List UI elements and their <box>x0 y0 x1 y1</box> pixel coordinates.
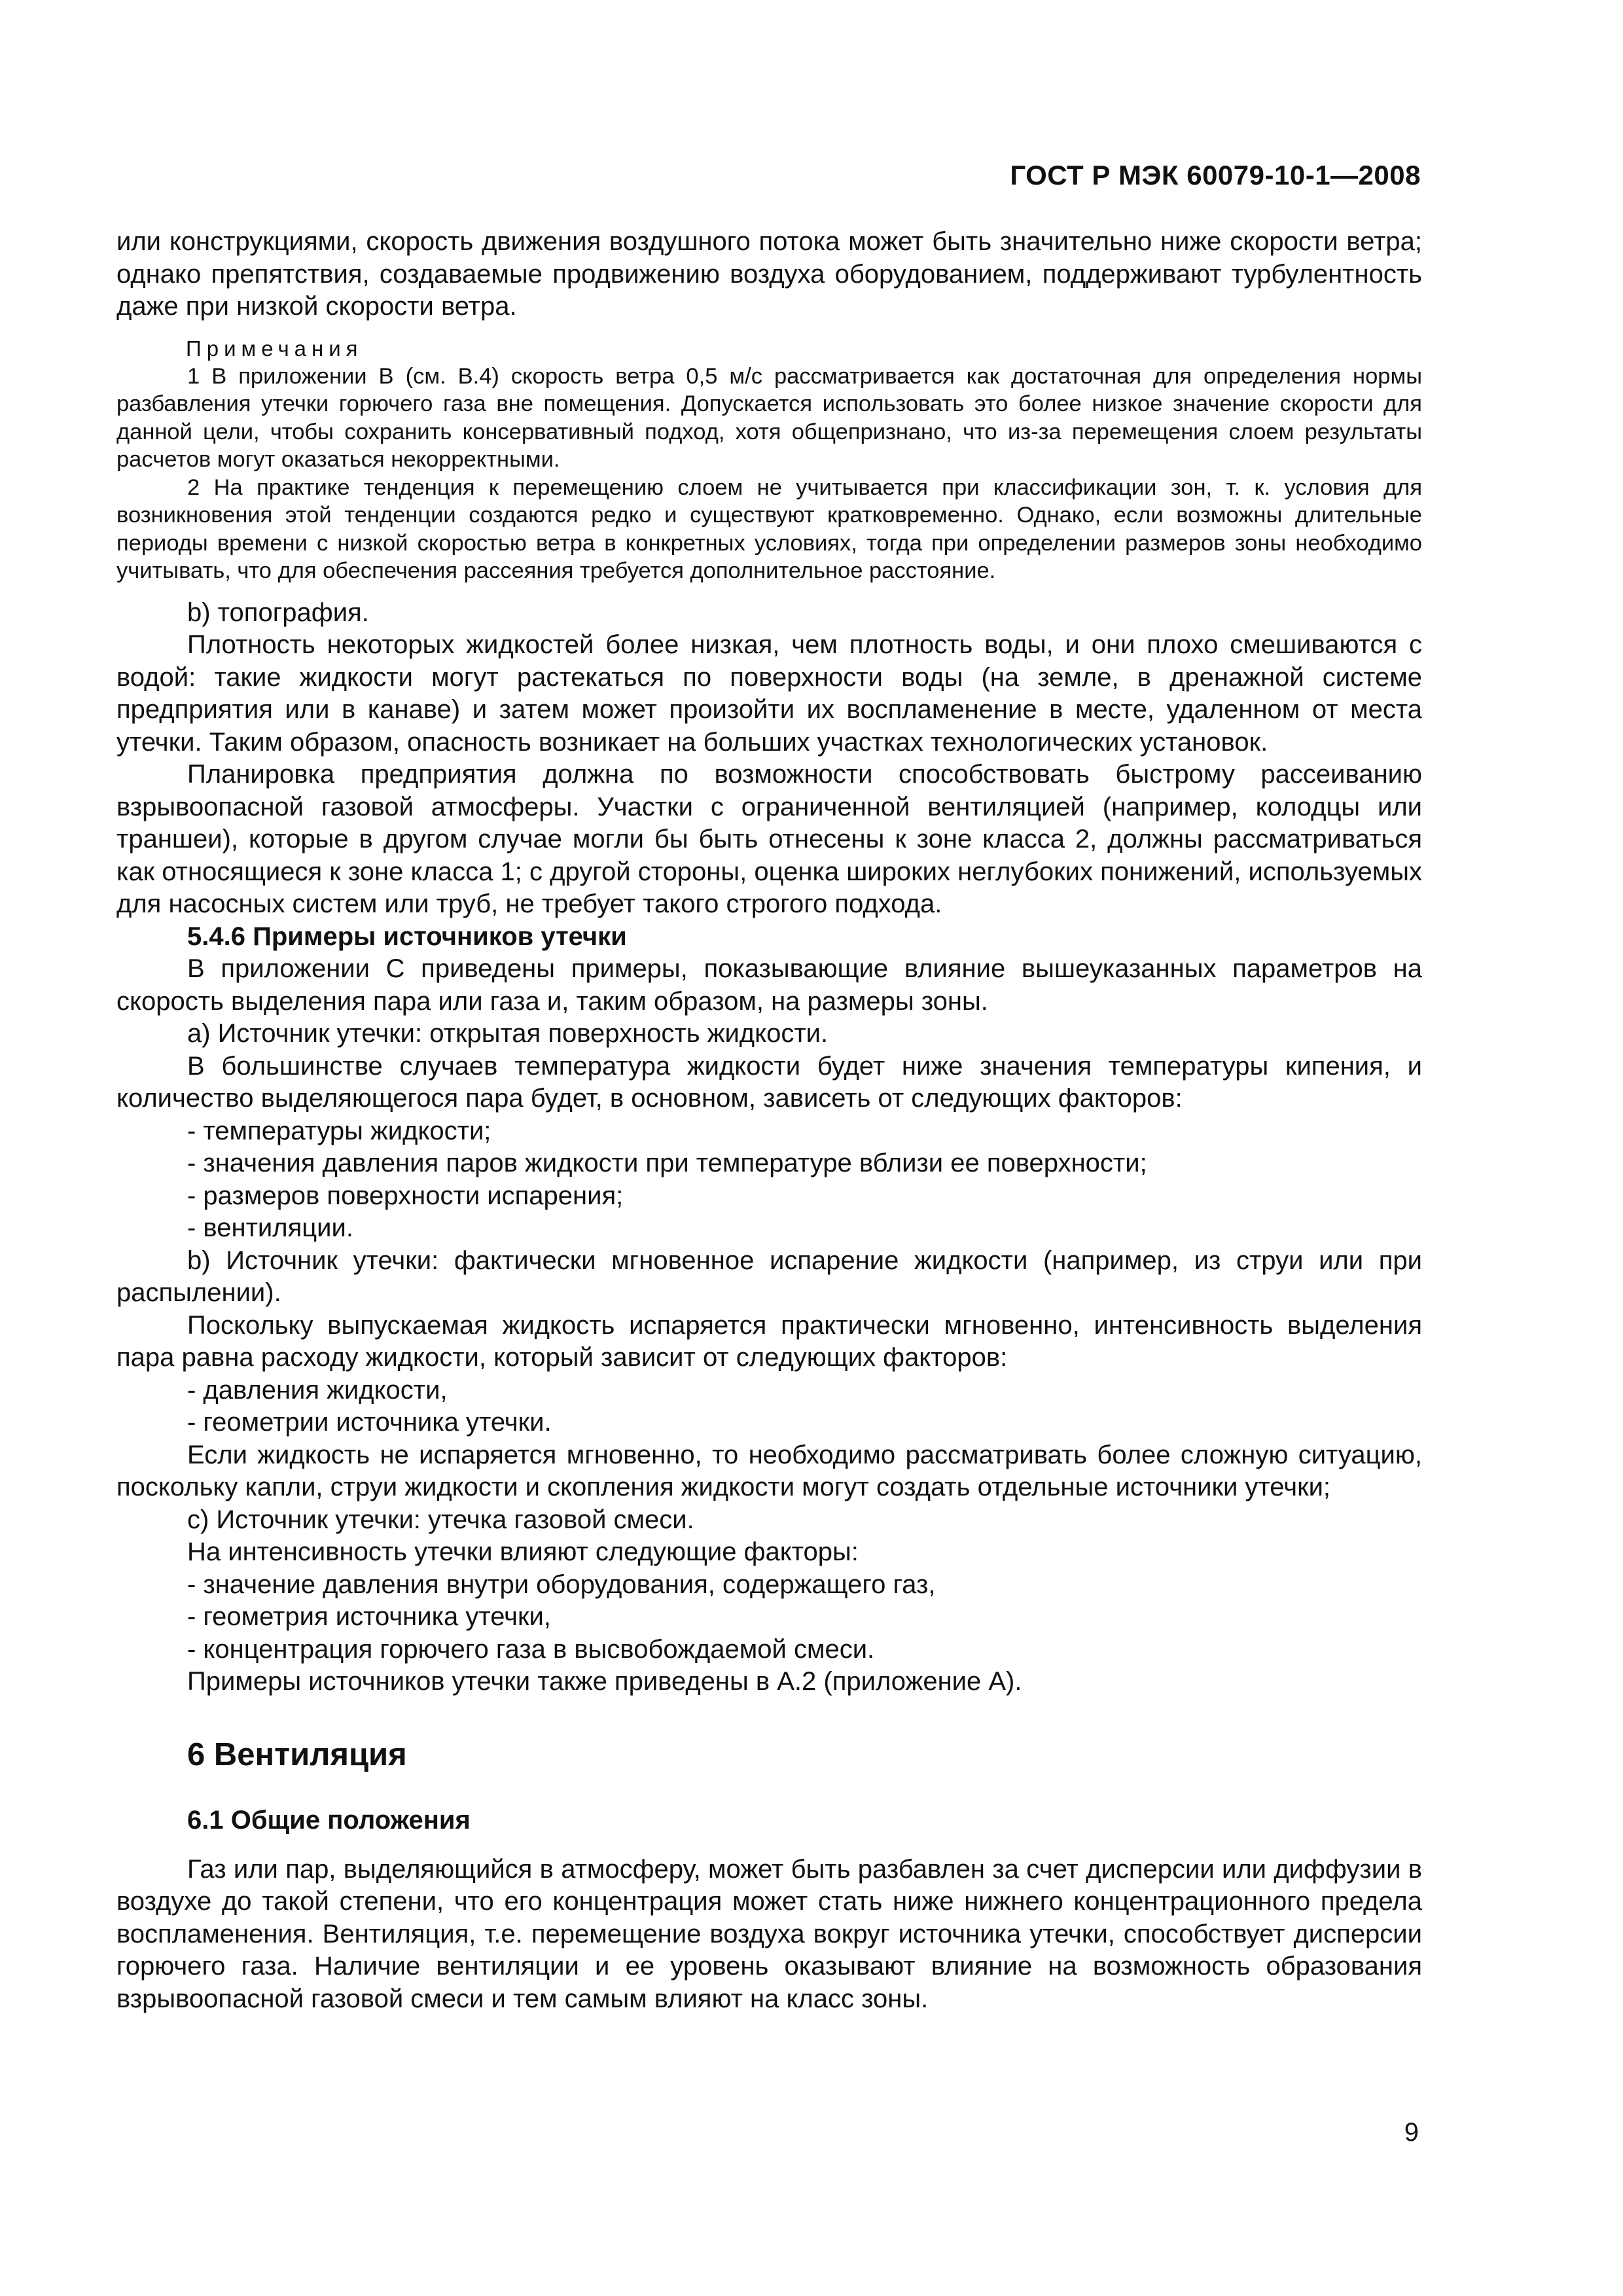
document-header: ГОСТ Р МЭК 60079-10-1—2008 <box>1010 160 1421 190</box>
intro-paragraph: или конструкциями, скорость движения воздушного потока может быть значительно ниже скорости ветра; однако препятствия, создаваемые продвижению воздуха оборудованием, поддерживают турбулентность даже при низкой скорости ветра. <box>116 227 1422 321</box>
section-6-1-paragraph: Газ или пар, выделяющийся в атмосферу, может быть разбавлен за счет дисперсии или диффузии в воздухе до такой степени, что его концентрация может стать ниже нижнего концентрационного предела воспламенения. Вентиляция, т.е. перемещение воздуха вокруг источника утечки, способствует дисперсии горючего газа. Наличие вентиляции и ее уровень оказывают влияние на возможность образования взрывоопасной газовой смеси и тем самым влияют на класс зоны. <box>116 1854 1422 2013</box>
section-6-1-heading: 6.1 Общие положения <box>187 1805 471 1835</box>
notes-block <box>116 335 1422 585</box>
list-item: - значения давления паров жидкости при температуре вблизи ее поверхности; <box>187 1149 1147 1177</box>
list-item: - вентиляции. <box>187 1213 353 1242</box>
page-number: 9 <box>1404 2118 1419 2147</box>
notes-title: Примечания <box>186 336 363 361</box>
list-item: - давления жидкости, <box>187 1375 448 1405</box>
topography-paragraph-1: Плотность некоторых жидкостей более низкая, чем плотность воды, и они плохо смешиваются с водой: такие жидкости могут растекаться по поверхности воды (на земле, в дренажной системе предприятия или в канаве) и затем может произойти их воспламенение в месте, удаленном от места утечки. Таким образом, опасность возникает на больших участках технологических установок. <box>116 630 1422 757</box>
list-item: - концентрация горючего газа в высвобождаемой смеси. <box>187 1634 875 1664</box>
source-b-item: b) Источник утечки: фактически мгновенное испарение жидкости (например, из струи или при распылении). <box>116 1246 1422 1307</box>
list-item: - геометрия источника утечки, <box>187 1602 551 1631</box>
source-a-paragraph: В большинстве случаев температура жидкости будет ниже значения температуры кипения, и количество выделяющегося пара будет, в основном, зависеть от следующих факторов: <box>116 1051 1422 1113</box>
list-item: - температуры жидкости; <box>187 1116 491 1145</box>
note-1: 1 В приложении В (см. В.4) скорость ветра 0,5 м/с рассматривается как достаточная для определения нормы разбавления утечки горючего газа вне помещения. Допускается использовать это более низкое значение скорости для данной цели, чтобы сохранить консервативный подход, хотя общепризнано, что из-за перемещения слоем результаты расчетов могут оказаться некорректными. <box>116 363 1422 472</box>
source-a-item: а) Источник утечки: открытая поверхность жидкости. <box>187 1019 829 1048</box>
note-2: 2 На практике тенденция к перемещению слоем не учитывается при классификации зон, т. к. условия для возникновения этой тенденции создаются редко и существуют кратковременно. Однако, если возможны длительные периоды времени с низкой скоростью ветра в конкретных условиях, тогда при определении размеров зоны необходимо учитывать, что для обеспечения рассеяния требуется дополнительное расстояние. <box>116 475 1422 583</box>
list-item: - размеров поверхности испарения; <box>187 1181 624 1210</box>
source-c-paragraph: На интенсивность утечки влияют следующие факторы: <box>187 1537 859 1566</box>
topography-item: b) топография. <box>187 598 369 627</box>
source-b-paragraph-2: Если жидкость не испаряется мгновенно, то необходимо рассматривать более сложную ситуацию, поскольку капли, струи жидкости и скопления жидкости могут создать отдельные источники утечки; <box>116 1440 1422 1501</box>
source-c-paragraph-2: Примеры источников утечки также приведены в А.2 (приложение А). <box>187 1667 1022 1696</box>
list-item: - значение давления внутри оборудования, содержащего газ, <box>187 1570 936 1599</box>
topography-paragraph-2: Планировка предприятия должна по возможности способствовать быстрому рассеиванию взрывоопасной газовой атмосферы. Участки с ограниченной вентиляцией (например, колодцы или траншеи), которые в другом случае могли бы быть отнесены к зоне класса 2, должны рассматриваться как относящиеся к зоне класса 1; с другой стороны, оценка широких неглубоких понижений, используемых для насосных систем или труб, не требует такого строгого подхода. <box>116 760 1422 918</box>
page-content <box>116 226 1422 2015</box>
source-c-item: с) Источник утечки: утечка газовой смеси. <box>187 1505 694 1534</box>
section-5-4-6-heading: 5.4.6 Примеры источников утечки <box>187 922 627 951</box>
section-5-4-6-paragraph: В приложении С приведены примеры, показывающие влияние вышеуказанных параметров на скорость выделения пара или газа и, таким образом, на размеры зоны. <box>116 954 1422 1016</box>
list-item: - геометрии источника утечки. <box>187 1408 552 1437</box>
section-6-heading: 6 Вентиляция <box>187 1736 407 1772</box>
source-b-paragraph: Поскольку выпускаемая жидкость испаряется практически мгновенно, интенсивность выделения пара равна расходу жидкости, который зависит от следующих факторов: <box>116 1310 1422 1372</box>
